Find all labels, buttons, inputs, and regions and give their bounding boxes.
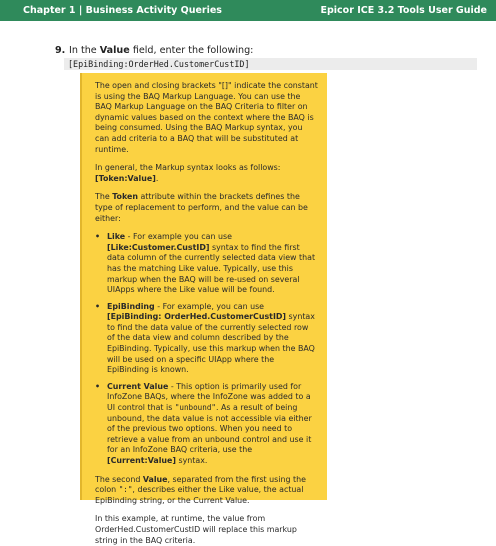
note-paragraph-example: In this example, at runtime, the value from OrderHed.CustomerCustID will replace this markup string in the BAQ criteria. xyxy=(95,514,297,545)
note-paragraph-syntax xyxy=(95,163,318,184)
current-value-text-1: - This option is primarily used for InfoZone BAQs, where the InfoZone was added to a UI control that is xyxy=(107,381,311,413)
like-text-2: syntax to find the first data column of the currently selected data view that has the matching Like value. Typically, use this markup when the BAQ will be re-used on several UIApps where the Like value will be found. xyxy=(107,242,316,295)
bullet-icon: • xyxy=(95,381,101,391)
note-paragraph-intro: The open and closing brackets "[]" indicate the constant is using the BAQ Markup Language. You can use the BAQ Markup Language on the BAQ Criteria to filter on dynamic values based on the context where the BAQ is being consumed. Using the BAQ Markup syntax, you can add criteria to a BAQ that will be substituted at runtime. xyxy=(95,81,318,154)
syntax-end: . xyxy=(155,173,159,183)
list-item-epibinding xyxy=(95,302,318,376)
token-text-pre: The xyxy=(95,192,113,202)
current-value-text-2: . As a result of being unbound, the data value is not accessible via either of the previous two options. When you need to retrieve a value from an unbound control and use it for an InfoZone BAQ criteria, use the xyxy=(107,403,312,455)
value-text-pre: The second xyxy=(95,474,143,484)
colon-mono: ":" xyxy=(118,485,133,495)
step-field-name: Value xyxy=(99,45,130,56)
value-term: Value xyxy=(142,474,168,484)
note-paragraph-value xyxy=(95,475,318,507)
value-text-post: , describes either the Like value, the actual EpiBinding string, or the Current Value. xyxy=(95,485,304,505)
like-code: [Like:Customer.CustID] xyxy=(107,242,210,252)
bullet-icon: • xyxy=(95,232,101,242)
unbound-mono: "unbound" xyxy=(174,403,216,413)
step-text-pre: In the xyxy=(69,45,100,56)
token-text-post: attribute within the brackets defines the type of replacement to perform, and the value can be either: xyxy=(95,192,308,223)
syntax-token: [Token:Value] xyxy=(95,173,156,183)
current-value-term: Current Value xyxy=(107,381,169,391)
code-snippet: [EpiBinding:OrderHed.CustomerCustID] xyxy=(64,58,477,70)
step-instruction xyxy=(55,45,253,56)
chapter-title: Chapter 1 | Business Activity Queries xyxy=(23,5,222,16)
note-paragraph-token xyxy=(95,192,318,224)
value-text-mid: , separated from the first using the colon xyxy=(95,474,306,495)
token-term: Token xyxy=(112,192,138,202)
epibinding-code: [EpiBinding: OrderHed.CustomerCustID] xyxy=(107,312,287,322)
like-text-1: - For example you can use xyxy=(125,232,232,242)
epibinding-text-2: syntax to find the data value of the currently selected row of the data view and column described by the EpiBinding. Typically, use this markup when the BAQ will be used on a specific UIApp where the EpiBinding is known. xyxy=(107,312,315,375)
list-item-like xyxy=(95,232,318,296)
bullet-icon: • xyxy=(95,301,101,311)
step-number: 9. xyxy=(55,45,66,56)
page-header xyxy=(0,0,496,21)
current-value-code: [Current:Value] xyxy=(107,456,176,465)
list-item-current-value xyxy=(95,382,318,467)
guide-title: Epicor ICE 3.2 Tools User Guide xyxy=(320,5,487,16)
like-term: Like xyxy=(107,232,126,242)
step-text-post: field, enter the following: xyxy=(129,45,254,56)
option-list xyxy=(95,232,318,466)
current-value-text-3: syntax. xyxy=(175,456,208,465)
epibinding-term: EpiBinding xyxy=(107,301,155,311)
syntax-text: In general, the Markup syntax looks as follows: xyxy=(95,163,281,173)
epibinding-text-1: - For example, you can use xyxy=(154,301,265,311)
note-box xyxy=(80,73,327,545)
